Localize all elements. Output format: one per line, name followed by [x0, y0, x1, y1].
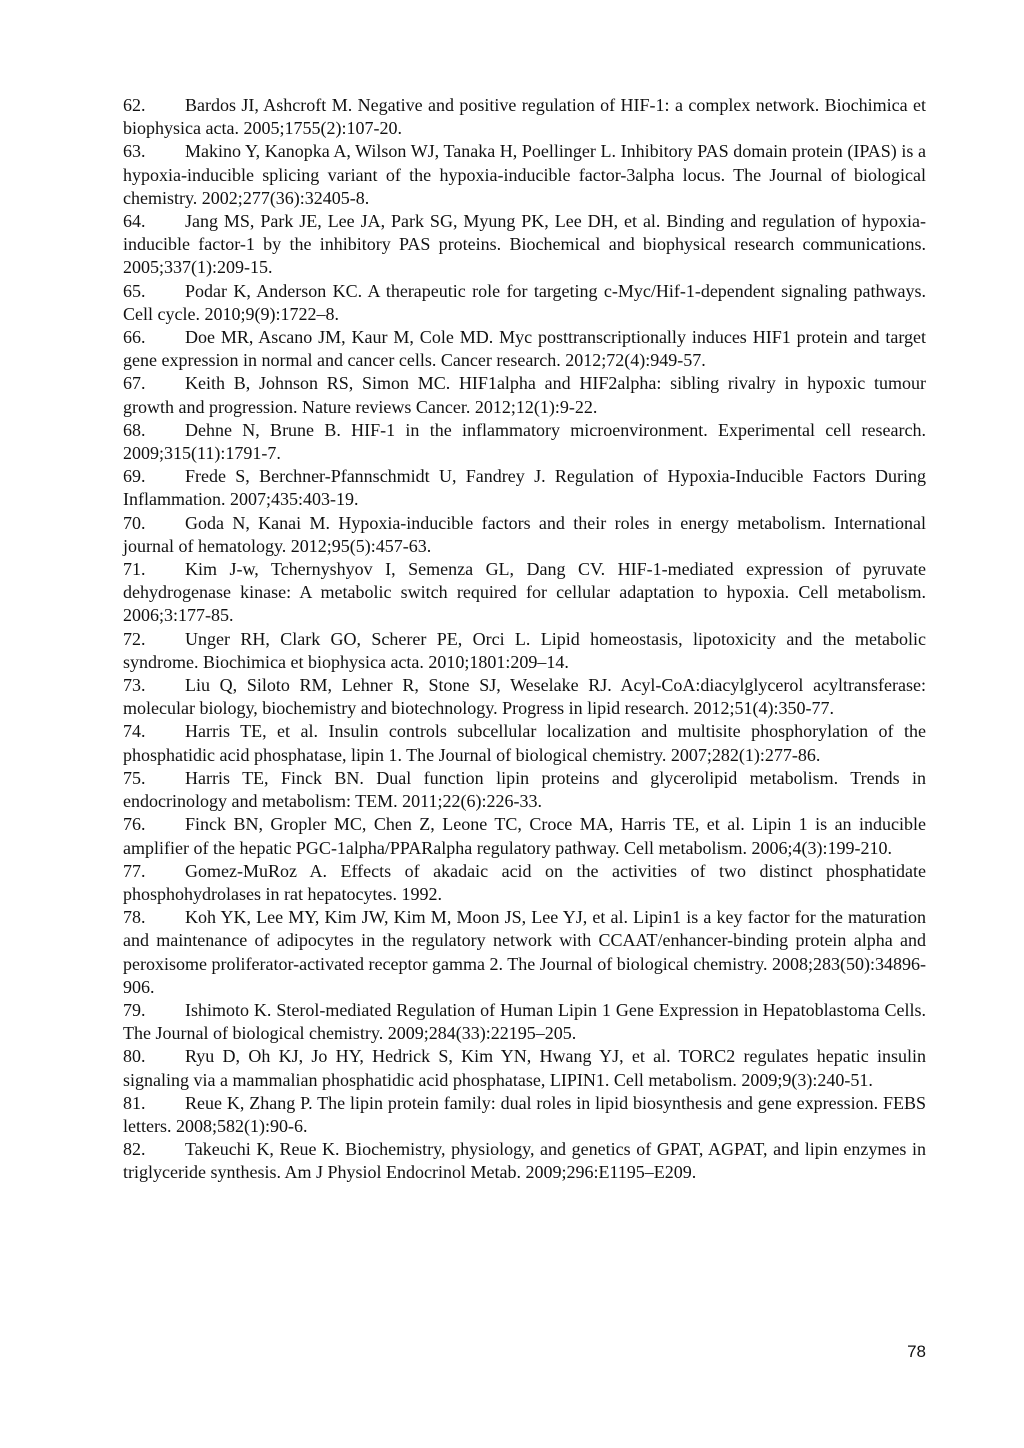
reference-number: 77.: [123, 860, 146, 881]
reference-entry: [123, 512, 926, 558]
reference-number: 62.: [123, 95, 146, 115]
reference-entry: [123, 94, 926, 140]
reference-number: 78.: [123, 907, 146, 928]
reference-text: Goda N, Kanai M. Hypoxia-inducible factors and their roles in energy metabolism. International journal of hematology. 2012;95(5):457-63.: [123, 512, 926, 556]
reference-entry: [123, 419, 926, 465]
reference-text: Gomez-MuRoz A. Effects of akadaic acid on the activities of two distinct phosphatidate phosphohydrolases in rat hepatocytes. 1992.: [123, 860, 926, 904]
reference-number: 65.: [123, 280, 146, 301]
reference-number: 68.: [123, 419, 146, 440]
reference-entry: [123, 280, 926, 326]
reference-text: Ishimoto K. Sterol-mediated Regulation of Human Lipin 1 Gene Expression in Hepatoblastoma Cells. The Journal of biological chemistry. 2009;284(33):22195–205.: [123, 999, 926, 1044]
reference-number: 76.: [123, 814, 146, 835]
reference-text: Liu Q, Siloto RM, Lehner R, Stone SJ, Weselake RJ. Acyl-CoA:diacylglycerol acyltransferase: molecular biology, biochemistry and biotechnology. Progress in lipid research. 2012;51(4):350-77.: [123, 675, 926, 719]
reference-entry: [123, 674, 926, 720]
reference-text: Doe MR, Ascano JM, Kaur M, Cole MD. Myc posttranscriptionally induces HIF1 protein and target gene expression in normal and cancer cells. Cancer research. 2012;72(4):949-57.: [123, 327, 926, 371]
reference-entry: [123, 1092, 926, 1138]
reference-entry: [123, 999, 926, 1045]
reference-entry: [123, 140, 926, 210]
reference-number: 71.: [123, 559, 146, 580]
reference-number: 80.: [123, 1046, 146, 1067]
reference-text: Ryu D, Oh KJ, Jo HY, Hedrick S, Kim YN, Hwang YJ, et al. TORC2 regulates hepatic insulin signaling via a mammalian phosphatidic acid phosphatase, LIPIN1. Cell metabolism. 2009;9(3):240-51.: [123, 1046, 926, 1090]
reference-text: Harris TE, et al. Insulin controls subcellular localization and multisite phosphorylation of the phosphatidic acid phosphatase, lipin 1. The Journal of biological chemistry. 2007;282(1):277-86.: [123, 721, 926, 765]
reference-text: Kim J-w, Tchernyshyov I, Semenza GL, Dang CV. HIF-1-mediated expression of pyruvate dehydrogenase kinase: A metabolic switch required for cellular adaptation to hypoxia. Cell metabolism. 2006;3:177-85.: [123, 559, 926, 626]
reference-text: Bardos JI, Ashcroft M. Negative and positive regulation of HIF-1: a complex network. Biochimica et biophysica acta. 2005;1755(2):107-20.: [123, 95, 926, 139]
reference-number: 66.: [123, 327, 146, 348]
reference-text: Finck BN, Gropler MC, Chen Z, Leone TC, Croce MA, Harris TE, et al. Lipin 1 is an inducible amplifier of the hepatic PGC-1alpha/PPARalpha regulatory pathway. Cell metabolism. 2006;4(3):199-210.: [123, 814, 926, 858]
reference-number: 63.: [123, 141, 146, 162]
reference-number: 74.: [123, 721, 146, 742]
reference-entry: [123, 906, 926, 999]
reference-text: Frede S, Berchner-Pfannschmidt U, Fandrey J. Regulation of Hypoxia-Inducible Factors During Inflammation. 2007;435:403-19.: [123, 466, 926, 510]
reference-entry: [123, 1045, 926, 1091]
reference-text: Dehne N, Brune B. HIF-1 in the inflammatory microenvironment. Experimental cell research. 2009;315(11):1791-7.: [123, 419, 926, 464]
reference-number: 72.: [123, 628, 146, 649]
reference-number: 82.: [123, 1139, 146, 1160]
reference-number: 75.: [123, 767, 146, 788]
reference-text: Podar K, Anderson KC. A therapeutic role for targeting c-Myc/Hif-1-dependent signaling pathways. Cell cycle. 2010;9(9):1722–8.: [123, 280, 926, 324]
reference-entry: [123, 720, 926, 766]
reference-list: [123, 94, 926, 1185]
reference-entry: [123, 860, 926, 906]
reference-entry: [123, 628, 926, 674]
reference-text: Harris TE, Finck BN. Dual function lipin proteins and glycerolipid metabolism. Trends in endocrinology and metabolism: TEM. 2011;22(6):226-33.: [123, 767, 926, 812]
reference-number: 73.: [123, 675, 146, 696]
reference-entry: [123, 326, 926, 372]
reference-text: Jang MS, Park JE, Lee JA, Park SG, Myung PK, Lee DH, et al. Binding and regulation of hypoxia-inducible factor-1 by the inhibitory PAS proteins. Biochemical and biophysical research communications. 2005;337(1):209-15.: [123, 211, 926, 278]
reference-entry: [123, 558, 926, 628]
reference-number: 79.: [123, 999, 146, 1020]
reference-number: 69.: [123, 466, 146, 487]
reference-number: 70.: [123, 512, 146, 533]
reference-text: Unger RH, Clark GO, Scherer PE, Orci L. Lipid homeostasis, lipotoxicity and the metabolic syndrome. Biochimica et biophysica acta. 2010;1801:209–14.: [123, 628, 926, 672]
reference-entry: [123, 813, 926, 859]
reference-text: Keith B, Johnson RS, Simon MC. HIF1alpha and HIF2alpha: sibling rivalry in hypoxic tumour growth and progression. Nature reviews Cancer. 2012;12(1):9-22.: [123, 373, 926, 417]
reference-text: Koh YK, Lee MY, Kim JW, Kim M, Moon JS, Lee YJ, et al. Lipin1 is a key factor for the maturation and maintenance of adipocytes in the regulatory network with CCAAT/enhancer-binding protein alpha and peroxisome proliferator-activated receptor gamma 2. The Journal of biological chemistry. 2008;283(50):34896-906.: [123, 907, 926, 997]
reference-entry: [123, 465, 926, 511]
reference-entry: [123, 210, 926, 280]
reference-number: 67.: [123, 373, 146, 394]
reference-text: Makino Y, Kanopka A, Wilson WJ, Tanaka H, Poellinger L. Inhibitory PAS domain protein (IPAS) is a hypoxia-inducible splicing variant of the hypoxia-inducible factor-3alpha locus. The Journal of biological chemistry. 2002;277(36):32405-8.: [123, 141, 926, 208]
reference-entry: [123, 372, 926, 418]
reference-number: 64.: [123, 211, 146, 232]
reference-text: Takeuchi K, Reue K. Biochemistry, physiology, and genetics of GPAT, AGPAT, and lipin enzymes in triglyceride synthesis. Am J Physiol Endocrinol Metab. 2009;296:E1195–E209.: [123, 1139, 926, 1183]
reference-entry: [123, 767, 926, 813]
reference-text: Reue K, Zhang P. The lipin protein family: dual roles in lipid biosynthesis and gene expression. FEBS letters. 2008;582(1):90-6.: [123, 1092, 926, 1136]
reference-number: 81.: [123, 1092, 146, 1113]
page-number: 78: [907, 1342, 926, 1361]
reference-entry: [123, 1138, 926, 1184]
